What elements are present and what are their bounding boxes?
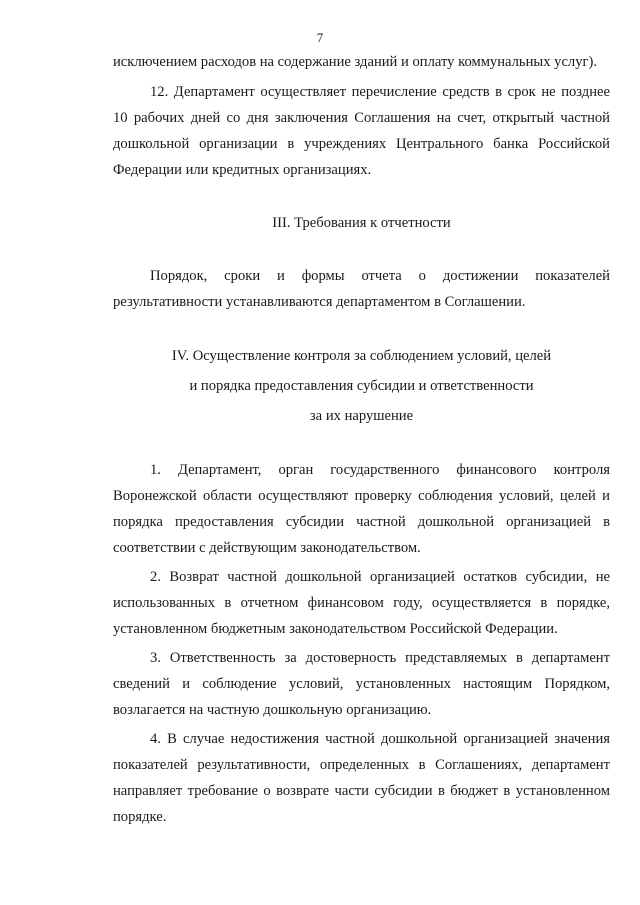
section-4-heading-line-1: IV. Осуществление контроля за соблюдением условий, целей [171,348,552,364]
section-4-heading-line-2: и порядка предоставления субсидии и ответственности [189,378,534,394]
section-4-paragraph-4: 4. В случае недостижения частной дошкольной организацией значения показателей результативности, определенных в Соглашениях, департамент направляет требование о возврате части субсидии в бюджет в установленном порядке. [113,731,610,825]
section-4-heading [113,341,610,431]
document-body [113,49,610,830]
section-4-paragraph-1: 1. Департамент, орган государственного финансового контроля Воронежской области осуществляют проверку соблюдения условий, целей и порядка предоставления субсидии частной дошкольной организацией в соответствии с действующим законодательством. [113,462,610,556]
section-3-heading-text: III. Требования к отчетности [272,215,451,231]
section-3-paragraph: Порядок, сроки и формы отчета о достижении показателей результативности устанавливаются департаментом в Соглашении. [113,268,610,310]
section-4-paragraph-3: 3. Ответственность за достоверность представляемых в департамент сведений и соблюдение условий, установленных настоящим Порядком, возлагается на частную дошкольную организацию. [113,650,610,718]
section-4-paragraph-2: 2. Возврат частной дошкольной организацией остатков субсидии, не использованных в отчетном финансовом году, осуществляется в порядке, установленном бюджетным законодательством Российской Федерации. [113,569,610,637]
paragraph-continuation: исключением расходов на содержание зданий и оплату коммунальных услуг). [113,54,597,70]
page-number: 7 [316,30,324,45]
section-4-heading-line-3: за их нарушение [309,408,414,424]
paragraph-12: 12. Департамент осуществляет перечисление средств в срок не позднее 10 рабочих дней со дня заключения Соглашения на счет, открытый частной дошкольной организации в учреждениях Центрального банка Российской Федерации или кредитных организациях. [113,84,610,178]
section-3-heading [113,210,610,236]
